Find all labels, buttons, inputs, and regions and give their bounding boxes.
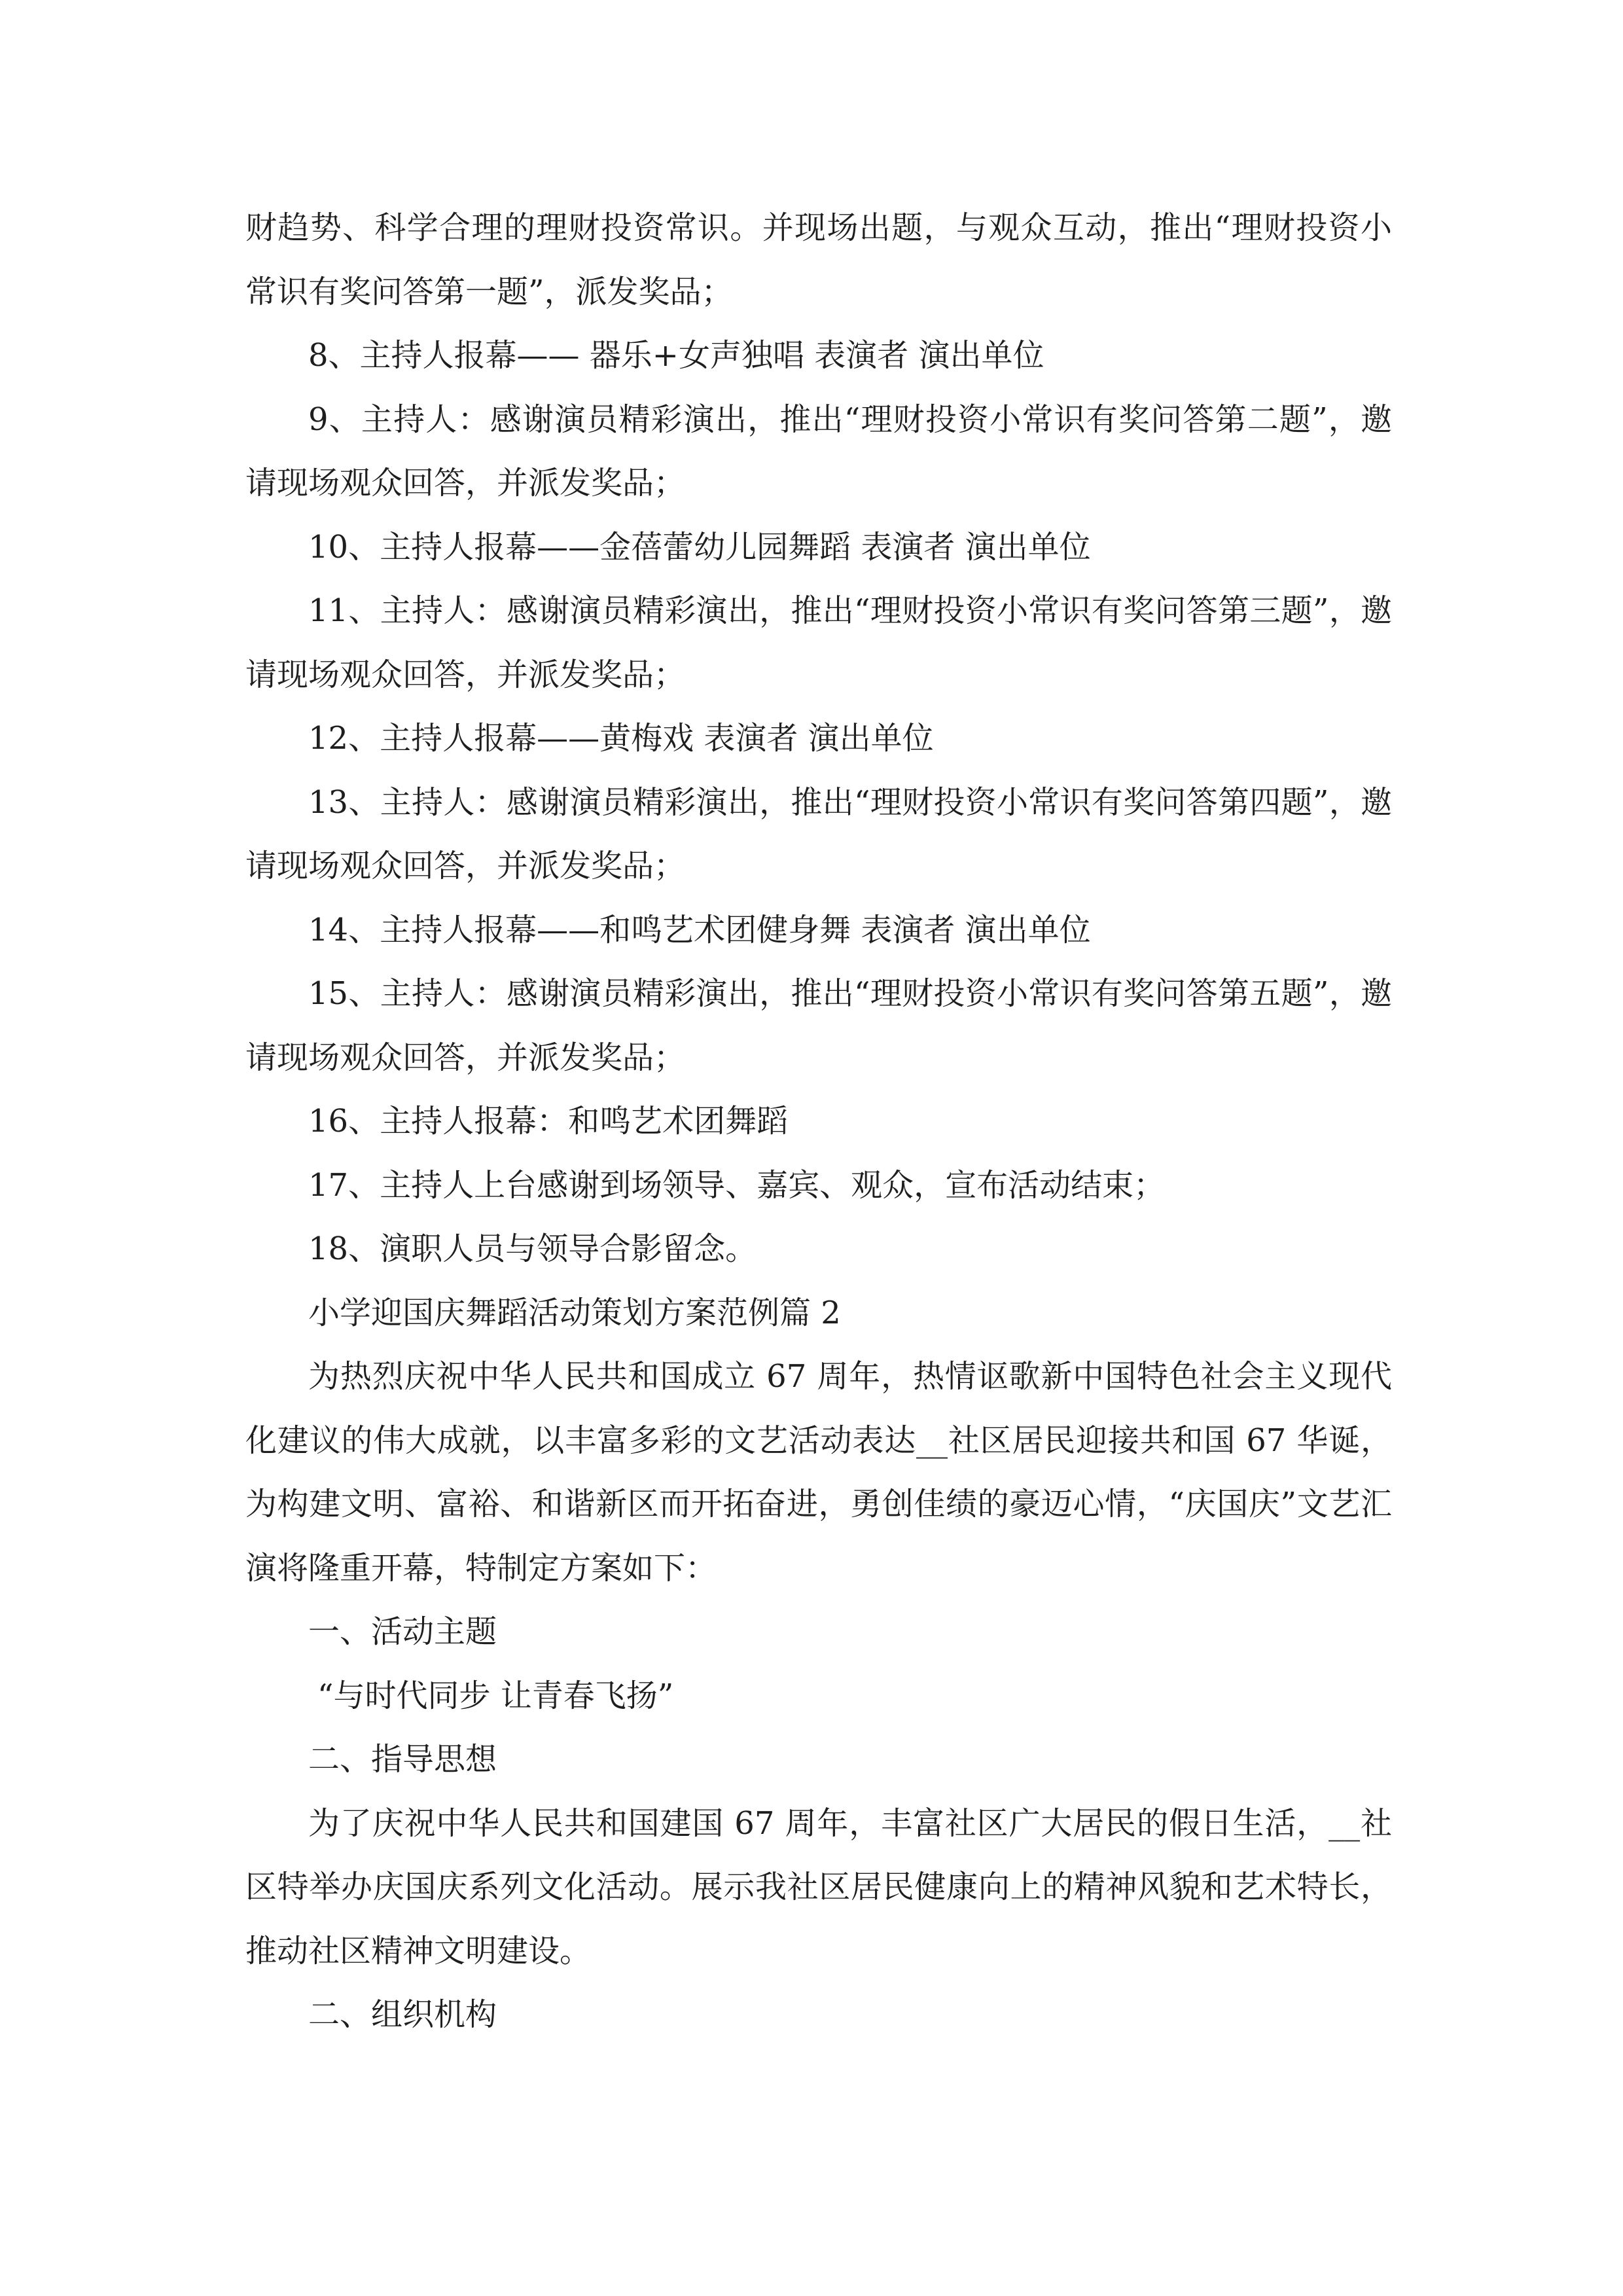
heading-activity-theme: 一、活动主题 [308, 1613, 497, 1650]
program-item-15: 15、主持人：感谢演员精彩演出，推出“理财投资小常识有奖问答第五题”，邀请现场观众回答，并派发奖品； [245, 975, 1392, 1076]
program-item-16: 16、主持人报幕：和鸣艺术团舞蹈 [308, 1103, 789, 1139]
program-item-12: 12、主持人报幕——黄梅戏 表演者 演出单位 [308, 720, 934, 757]
program-item-8: 8、主持人报幕—— 器乐+女声独唱 表演者 演出单位 [308, 337, 1044, 374]
guiding-idea-paragraph: 为了庆祝中华人民共和国建国 67 周年，丰富社区广大居民的假日生活，__社区特举办庆国庆系列文化活动。展示我社区居民健康向上的精神风貌和艺术特长，推动社区精神文明建设。 [245, 1804, 1392, 1969]
program-item-13: 13、主持人：感谢演员精彩演出，推出“理财投资小常识有奖问答第四题”，邀请现场观众回答，并派发奖品； [245, 783, 1392, 884]
section-title: 小学迎国庆舞蹈活动策划方案范例篇 2 [308, 1294, 841, 1331]
program-item-17: 17、主持人上台感谢到场领导、嘉宾、观众，宣布活动结束； [308, 1166, 1166, 1204]
heading-organization: 二、组织机构 [308, 1996, 497, 2033]
program-item-11: 11、主持人：感谢演员精彩演出，推出“理财投资小常识有奖问答第三题”，邀请现场观众回答，并派发奖品； [245, 592, 1392, 693]
program-item-18: 18、演职人员与领导合影留念。 [308, 1230, 757, 1267]
theme-slogan: “与时代同步 让青春飞扬” [317, 1677, 674, 1714]
program-item-10: 10、主持人报幕——金蓓蕾幼儿园舞蹈 表演者 演出单位 [308, 528, 1091, 565]
intro-paragraph: 为热烈庆祝中华人民共和国成立 67 周年，热情讴歌新中国特色社会主义现代化建议的伟大成就，以丰富多彩的文艺活动表达__社区居民迎接共和国 67 华诞，为构建文明、富裕、和谐新区而开拓奋进，勇创佳绩的豪迈心情，“庆国庆”文艺汇演将隆重开幕，特制定方案如下： [245, 1358, 1392, 1587]
heading-guiding-idea: 二、指导思想 [308, 1741, 497, 1778]
paragraph-continuation: 财趋势、科学合理的理财投资常识。并现场出题，与观众互动，推出“理财投资小常识有奖问答第一题”，派发奖品； [245, 209, 1392, 310]
program-item-14: 14、主持人报幕——和鸣艺术团健身舞 表演者 演出单位 [308, 911, 1091, 948]
program-item-9: 9、主持人：感谢演员精彩演出，推出“理财投资小常识有奖问答第二题”，邀请现场观众回答，并派发奖品； [245, 401, 1392, 501]
document-body [245, 196, 1392, 2047]
